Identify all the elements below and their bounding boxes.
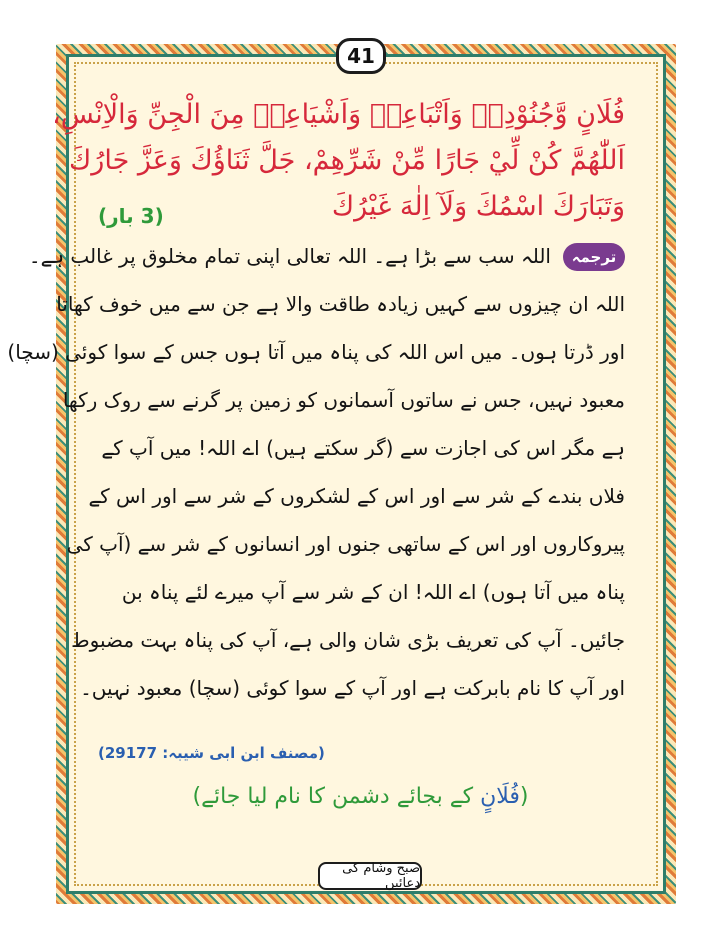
- translation-line-3: اور ڈرتا ہوں۔ میں اس اللہ کی پناہ میں آتا ہوں جس کے سوا کوئی (سچا): [7, 340, 625, 364]
- translation-line-1: اللہ سب سے بڑا ہے۔ اللہ تعالی اپنی تمام مخلوق پر غالب ہے۔: [28, 244, 551, 268]
- translation-line-9: جائیں۔ آپ کی تعریف بڑی شان والی ہے، آپ کی پناہ بہت مضبوط: [71, 628, 625, 652]
- usage-note: [0, 784, 721, 809]
- usage-note-open: (: [519, 784, 529, 809]
- page-number: 41: [347, 44, 375, 68]
- book-title-footer: [318, 862, 422, 890]
- page-number-badge: [336, 38, 386, 74]
- usage-note-close: ): [192, 784, 202, 809]
- translation-line-4: معبود نہیں، جس نے ساتوں آسمانوں کو زمین پر گرنے سے روک رکھا: [62, 388, 625, 412]
- translation-line-2: اللہ ان چیزوں سے کہیں زیادہ طاقت والا ہے جن سے میں خوف کھاتا: [56, 292, 625, 316]
- translation-line-6: فلاں بندے کے شر سے اور اس کے لشکروں کے شر سے اور اس کے: [88, 484, 625, 508]
- usage-note-arabic-word: فُلَانٍ: [480, 784, 520, 809]
- book-title: صبح وشام کی دعائیں: [342, 861, 420, 891]
- usage-note-text: کے بجائے دشمن کا نام لیا جائے: [201, 784, 481, 809]
- arabic-line-2: اَللّٰهُمَّ كُنْ لِّيْ جَارًا مِّنْ شَرِّهِمْ، جَلَّ ثَنَاؤُكَ وَعَزَّ جَارُكَ: [69, 145, 625, 176]
- translation-line-5: ہے مگر اس کی اجازت سے (گر سکتے ہیں) اے اللہ! میں آپ کے: [101, 436, 625, 460]
- translation-line-8: پناہ میں آتا ہوں) اے اللہ! ان کے شر سے آپ میرے لئے پناہ بن: [121, 580, 625, 604]
- arabic-line-3: وَتَبَارَكَ اسْمُكَ وَلَآ اِلٰهَ غَيْرُكَ: [331, 191, 625, 222]
- repeat-count: (3 بار): [98, 204, 164, 228]
- translation-line-7: پیروکاروں اور اس کے ساتھی جنوں اور انسانوں کے شر سے (آپ کی: [66, 532, 625, 556]
- hadith-reference: (مصنف ابن ابی شیبہ: 29177): [98, 744, 325, 762]
- arabic-line-1: فُلَانٍ وَّجُنُوْدِهٖ وَاَتْبَاعِهٖ وَاَشْيَاعِهٖ مِنَ الْجِنِّ وَالْاِنْسِ،: [52, 99, 625, 130]
- translation-label-badge: ترجمہ: [563, 243, 625, 271]
- translation-line-10: اور آپ کا نام بابرکت ہے اور آپ کے سوا کوئی (سچا) معبود نہیں۔: [80, 676, 625, 700]
